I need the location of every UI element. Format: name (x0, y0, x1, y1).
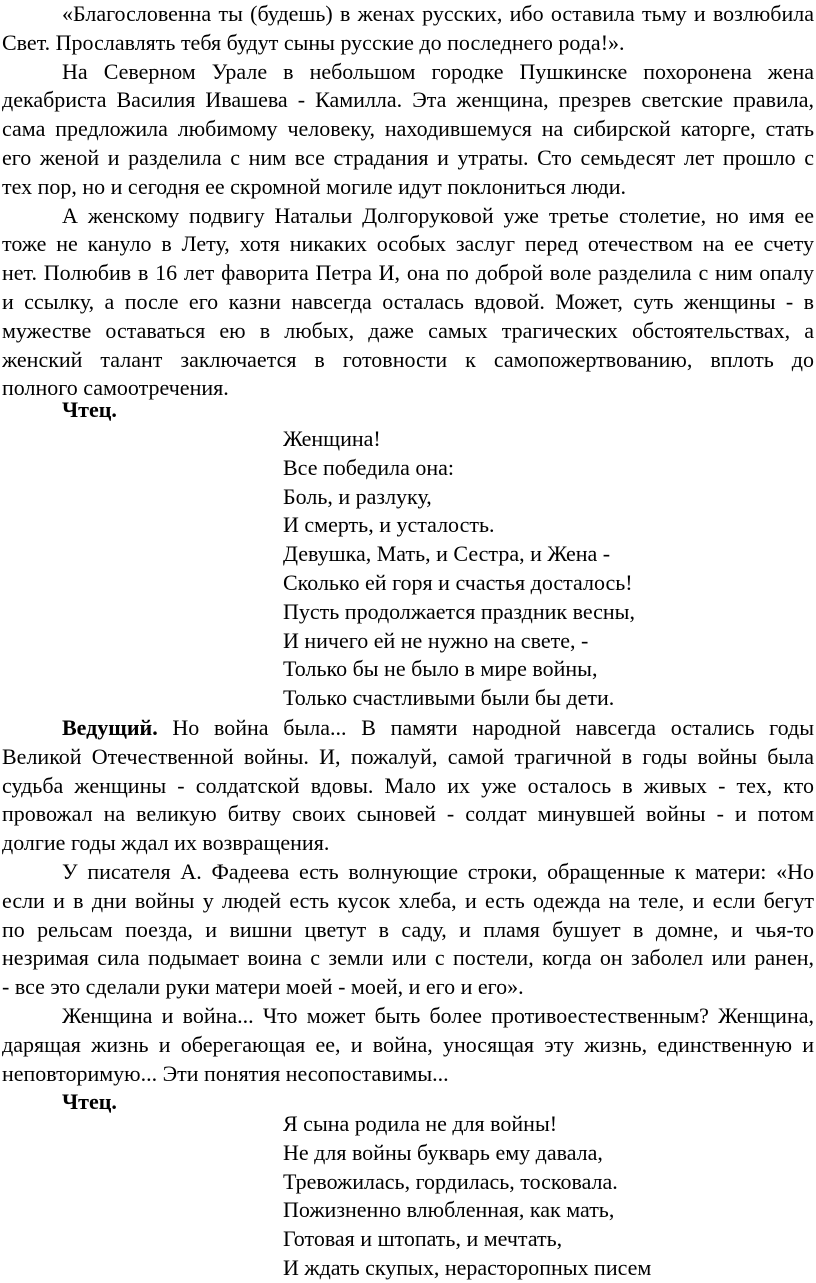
reader-label: Чтец. (62, 397, 117, 422)
poem-line: Боль, и разлуку, (283, 483, 432, 509)
text-line: нет. Полюбив в 16 лет фаворита Петра И, она по доброй воле разделила с ним опалу (2, 260, 814, 286)
text-line: «Благословенна ты (будешь) в женах русских, ибо оставила тьму и возлюбила (62, 1, 814, 26)
text-line: Великой Отечественной войны. И, пожалуй, самой трагичной в годы войны была (2, 743, 814, 769)
text-line: На Северном Урале в небольшом городке Пушкинске похоронена жена (62, 58, 814, 84)
paragraph-fadeev (2, 858, 814, 1002)
poem-line: И ничего ей не нужно на свете, - (283, 627, 589, 653)
text-line: - все это сделали руки матери моей - моей, и его и его». (2, 974, 524, 1000)
poem-woman (2, 425, 814, 713)
host-text: Но война была... В памяти народной навсегда остались годы (172, 715, 814, 740)
poem-line: Только счастливыми были бы дети. (283, 685, 615, 711)
text-line: тоже не кануло в Лету, хотя никаких особых заслуг перед отечеством на ее счету (2, 231, 814, 257)
text-line: по рельсам поезда, и вишни цветут в саду, и пламя бушует в домне, и чья-то (2, 916, 814, 942)
poem-line: Только бы не было в мире войны, (283, 656, 598, 682)
poem-line: Девушка, Мать, и Сестра, и Жена - (283, 541, 611, 567)
poem-line: Сколько ей горя и счастья досталось! (283, 569, 633, 595)
text-line: долгие годы ждал их возвращения. (2, 830, 330, 856)
text-line: неповторимую... Эти понятия несопоставимы... (2, 1060, 449, 1086)
text-line: мужестве оставаться ею в любых, даже самых трагических обстоятельствах, а (2, 317, 814, 343)
poem-son (2, 1100, 814, 1283)
paragraph-dolgorukova (2, 202, 814, 404)
text-line: декабриста Василия Ивашева - Камилла. Эта женщина, презрев светские правила, (2, 87, 814, 113)
reader-label: Чтец. (62, 1089, 117, 1114)
poem-line: Пожизненно влюбленная, как мать, (283, 1197, 615, 1223)
text-line: провожал на великую битву своих сыновей - солдат минувшей войны - и потом (2, 801, 814, 827)
text-line: если и в дни войны у людей есть кусок хлеба, и есть одежда на теле, и если бегут (2, 887, 814, 913)
text-line: А женскому подвигу Натальи Долгоруковой уже третье столетие, но имя ее (62, 202, 814, 228)
poem-line: И смерть, и усталость. (283, 512, 495, 538)
text-line: судьба женщины - солдатской вдовы. Мало их уже осталось в живых - тех, кто (2, 772, 814, 798)
text-line: незримая сила подымает воина с земли или с постели, когда он заболел или ранен, (2, 945, 814, 971)
text-line: сама предложила любимому человеку, находившемуся на сибирской каторге, стать (2, 116, 814, 142)
paragraph-quote (2, 0, 814, 58)
poem-line: Не для войны букварь ему давала, (283, 1139, 603, 1165)
poem-line: Готовая и штопать, и мечтать, (283, 1226, 563, 1252)
poem-line: Женщина! (283, 426, 381, 451)
paragraph-woman-war (2, 1002, 814, 1088)
text-line: его женой и разделила с ним все страдания и утраты. Сто семьдесят лет прошло с (2, 144, 814, 170)
poem-line: И ждать скупых, нерасторопных писем (283, 1254, 652, 1280)
text-line (2, 714, 814, 743)
poem-line: Все победила она: (283, 454, 454, 480)
poem-line: Пусть продолжается праздник весны, (283, 598, 635, 624)
reader-heading (2, 396, 814, 425)
host-label: Ведущий. (62, 715, 158, 740)
text-line: полного самоотречения. (2, 375, 229, 401)
poem-line: Я сына родила не для войны! (283, 1111, 558, 1136)
text-line: У писателя А. Фадеева есть волнующие строки, обращенные к матери: «Но (62, 859, 814, 884)
text-line: дарящая жизнь и оберегающая ее, и война, уносящая эту жизнь, единственную и (2, 1031, 814, 1057)
text-line: Свет. Прославлять тебя будут сыны русские до последнего рода!». (2, 29, 625, 55)
paragraph-kamilla (2, 58, 814, 202)
text-line: и ссылку, а после его казни навсегда осталась вдовой. Может, суть женщины - в (2, 288, 814, 314)
paragraph-host (2, 714, 814, 858)
text-line: тех пор, но и сегодня ее скромной могиле идут поклониться люди. (2, 173, 626, 199)
text-line: Женщина и война... Что может быть более противоестественным? Женщина, (62, 1003, 814, 1028)
poem-line: Тревожилась, гордилась, тосковала. (283, 1168, 618, 1194)
text-line: женский талант заключается в готовности к самопожертвованию, вплоть до (2, 346, 814, 372)
